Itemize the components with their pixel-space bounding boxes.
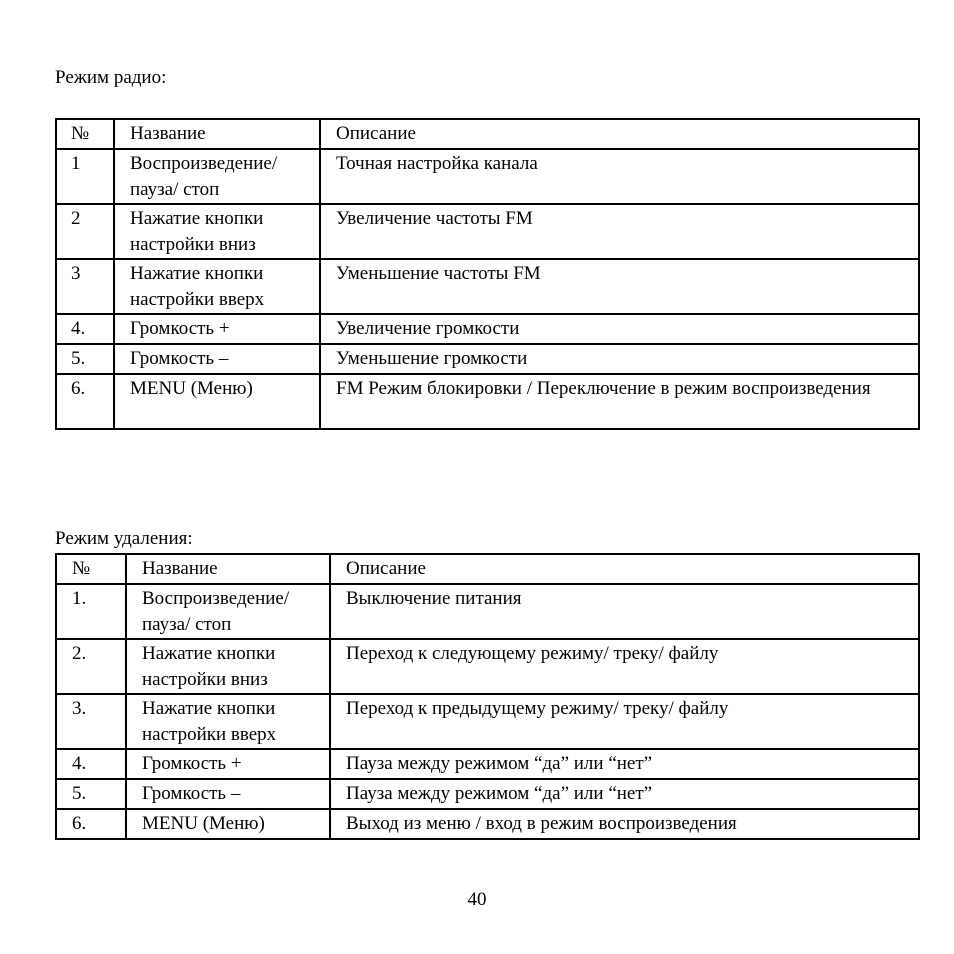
row-name: MENU (Меню) xyxy=(114,374,320,429)
row-name: Нажатие кнопки настройки вверх xyxy=(114,259,320,314)
delete-mode-table xyxy=(55,553,920,840)
row-description: Пауза между режимом “да” или “нет” xyxy=(330,779,919,809)
row-name: Громкость + xyxy=(126,749,330,779)
page-number: 40 xyxy=(467,889,487,910)
row-description: Переход к следующему режиму/ треку/ файлу xyxy=(330,639,919,694)
row-name: Громкость + xyxy=(114,314,320,344)
header-description: Описание xyxy=(330,554,919,584)
row-description: Увеличение частоты FM xyxy=(320,204,919,259)
row-number: 3 xyxy=(56,259,114,314)
table-header-row xyxy=(56,554,919,584)
row-name: Воспроизведение/ пауза/ стоп xyxy=(114,149,320,204)
header-number: № xyxy=(56,554,126,584)
header-name: Название xyxy=(126,554,330,584)
row-description: Переход к предыдущему режиму/ треку/ файлу xyxy=(330,694,919,749)
row-name: Громкость – xyxy=(114,344,320,374)
row-number: 4. xyxy=(56,314,114,344)
row-name: MENU (Меню) xyxy=(126,809,330,839)
header-number: № xyxy=(56,119,114,149)
row-number: 6. xyxy=(56,809,126,839)
table-row xyxy=(56,344,919,374)
table-row xyxy=(56,374,919,429)
table-row xyxy=(56,779,919,809)
row-description: Выход из меню / вход в режим воспроизведения xyxy=(330,809,919,839)
row-number: 5. xyxy=(56,779,126,809)
row-number: 6. xyxy=(56,374,114,429)
row-description: FM Режим блокировки / Переключение в режим воспроизведения xyxy=(320,374,919,429)
row-number: 2. xyxy=(56,639,126,694)
row-name: Нажатие кнопки настройки вверх xyxy=(126,694,330,749)
header-name: Название xyxy=(114,119,320,149)
delete-mode-heading: Режим удаления: xyxy=(55,528,193,549)
row-name: Нажатие кнопки настройки вниз xyxy=(114,204,320,259)
table-row xyxy=(56,149,919,204)
table-header-row xyxy=(56,119,919,149)
row-number: 1 xyxy=(56,149,114,204)
radio-mode-heading: Режим радио: xyxy=(55,67,167,88)
row-number: 5. xyxy=(56,344,114,374)
table-row xyxy=(56,259,919,314)
table-row xyxy=(56,749,919,779)
row-number: 2 xyxy=(56,204,114,259)
row-number: 3. xyxy=(56,694,126,749)
radio-mode-table xyxy=(55,118,920,430)
row-description: Точная настройка канала xyxy=(320,149,919,204)
row-description: Увеличение громкости xyxy=(320,314,919,344)
row-number: 4. xyxy=(56,749,126,779)
table-row xyxy=(56,314,919,344)
row-name: Нажатие кнопки настройки вниз xyxy=(126,639,330,694)
table-row xyxy=(56,809,919,839)
table-row xyxy=(56,204,919,259)
row-description: Уменьшение частоты FM xyxy=(320,259,919,314)
row-number: 1. xyxy=(56,584,126,639)
row-description: Уменьшение громкости xyxy=(320,344,919,374)
row-name: Воспроизведение/ пауза/ стоп xyxy=(126,584,330,639)
table-row xyxy=(56,584,919,639)
header-description: Описание xyxy=(320,119,919,149)
row-description: Пауза между режимом “да” или “нет” xyxy=(330,749,919,779)
table-row xyxy=(56,694,919,749)
table-row xyxy=(56,639,919,694)
row-name: Громкость – xyxy=(126,779,330,809)
row-description: Выключение питания xyxy=(330,584,919,639)
